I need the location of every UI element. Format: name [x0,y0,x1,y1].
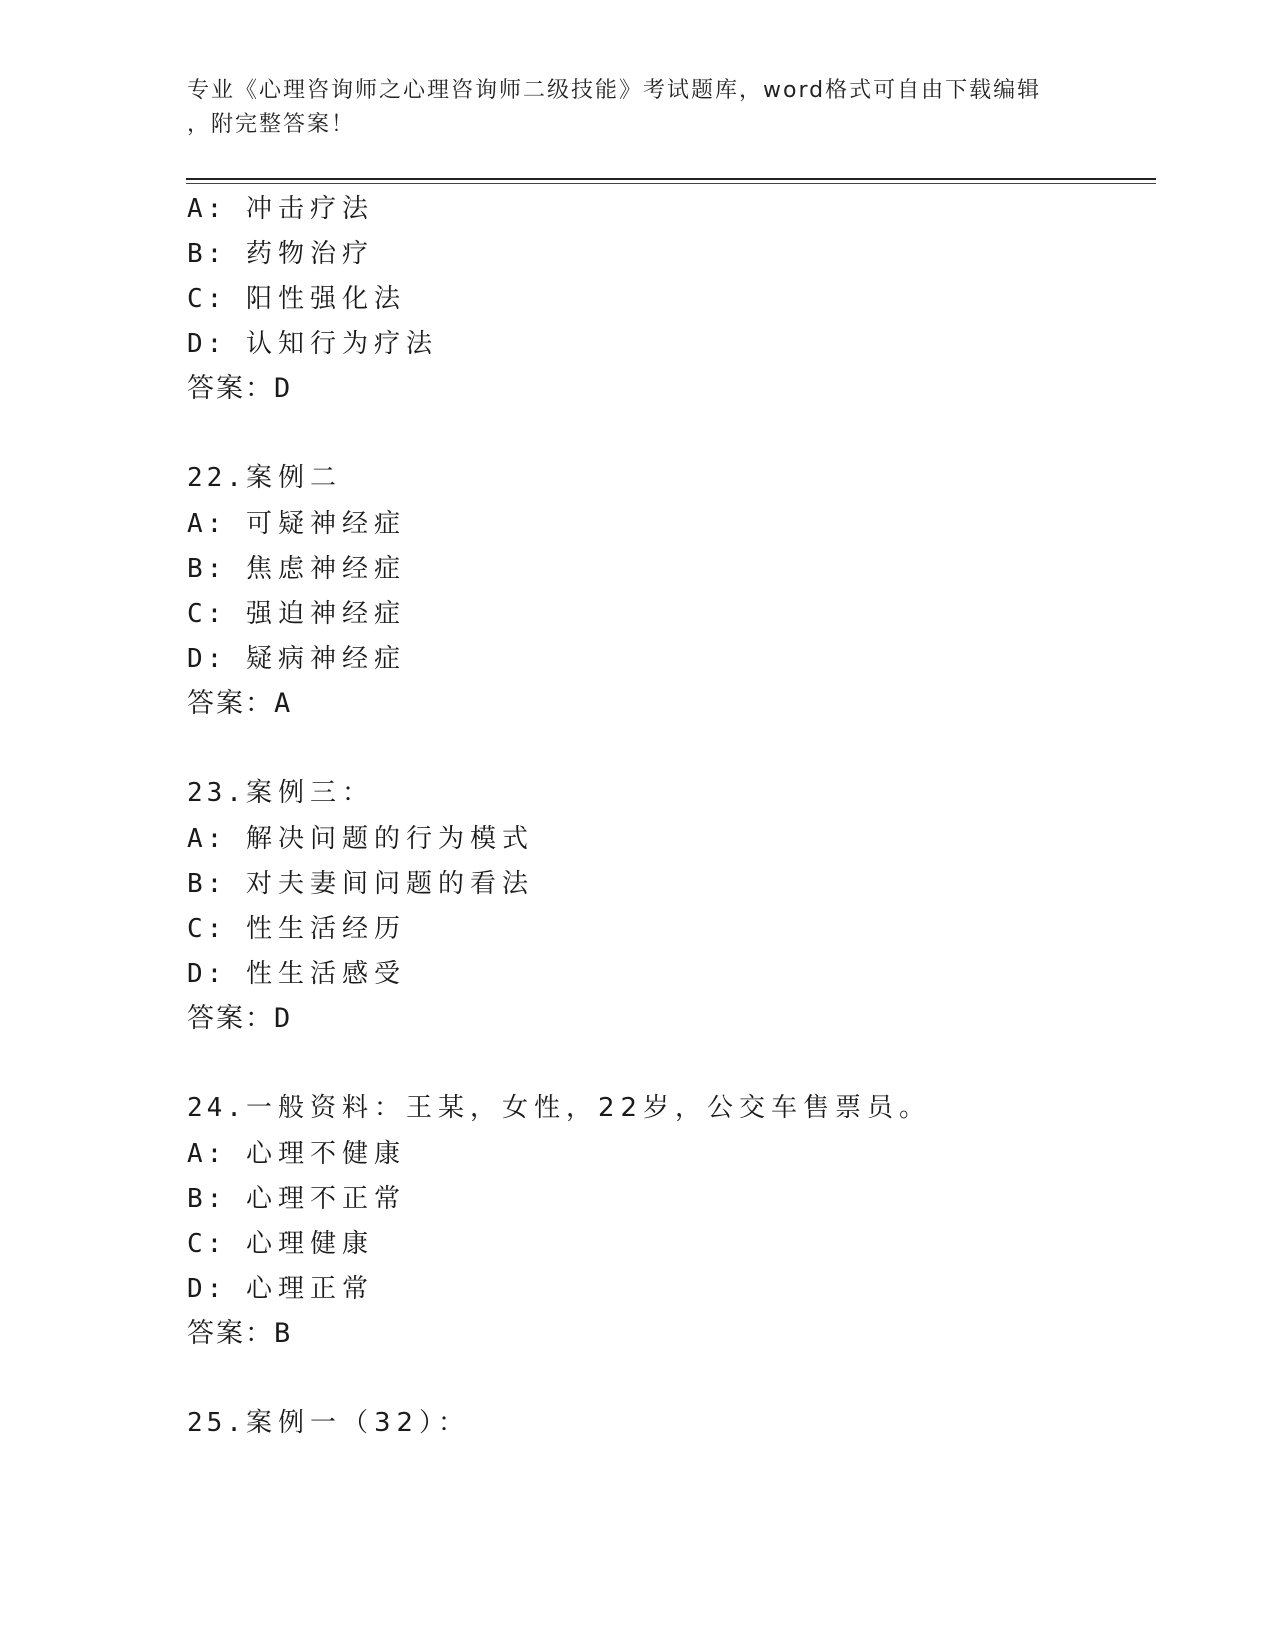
option-b: B: 焦虑神经症 [187,554,406,584]
option-d: D: 疑病神经症 [187,644,406,674]
option-b: B: 药物治疗 [187,239,374,269]
question-23: 23.案例三： [187,778,374,808]
answer-value: A [274,688,293,719]
option-d: D: 认知行为疗法 [187,329,438,359]
answer-value: B [274,1318,293,1349]
header-divider-secondary [186,183,1156,184]
answer-value: D [274,1003,293,1034]
answer-line [187,688,292,720]
question-25: 25.案例一（32）： [187,1408,471,1438]
answer-label: 答案： [187,373,274,404]
answer-line [187,1003,292,1035]
answer-value: D [274,373,293,404]
option-b: B: 对夫妻间问题的看法 [187,869,534,899]
answer-label: 答案： [187,688,274,719]
option-c: C: 性生活经历 [187,914,406,944]
answer-label: 答案： [187,1003,274,1034]
header-divider [186,178,1156,180]
option-c: C: 阳性强化法 [187,284,406,314]
header-line-1: 专业《心理咨询师之心理咨询师二级技能》考试题库，word格式可自由下载编辑 [187,78,1042,103]
option-a: A: 心理不健康 [187,1139,406,1169]
option-d: D: 性生活感受 [187,959,406,989]
option-c: C: 强迫神经症 [187,599,406,629]
document-header [187,74,1087,142]
question-22: 22.案例二 [187,463,342,493]
answer-label: 答案： [187,1318,274,1349]
option-a: A: 解决问题的行为模式 [187,824,534,854]
header-line-2: ，附完整答案！ [187,112,356,137]
answer-line [187,1318,292,1350]
option-b: B: 心理不正常 [187,1184,406,1214]
option-d: D: 心理正常 [187,1274,374,1304]
question-24: 24.一般资料：王某，女性，22岁，公交车售票员。 [187,1093,932,1123]
option-c: C: 心理健康 [187,1229,374,1259]
answer-line [187,373,292,405]
option-a: A: 可疑神经症 [187,509,406,539]
option-a: A: 冲击疗法 [187,194,374,224]
